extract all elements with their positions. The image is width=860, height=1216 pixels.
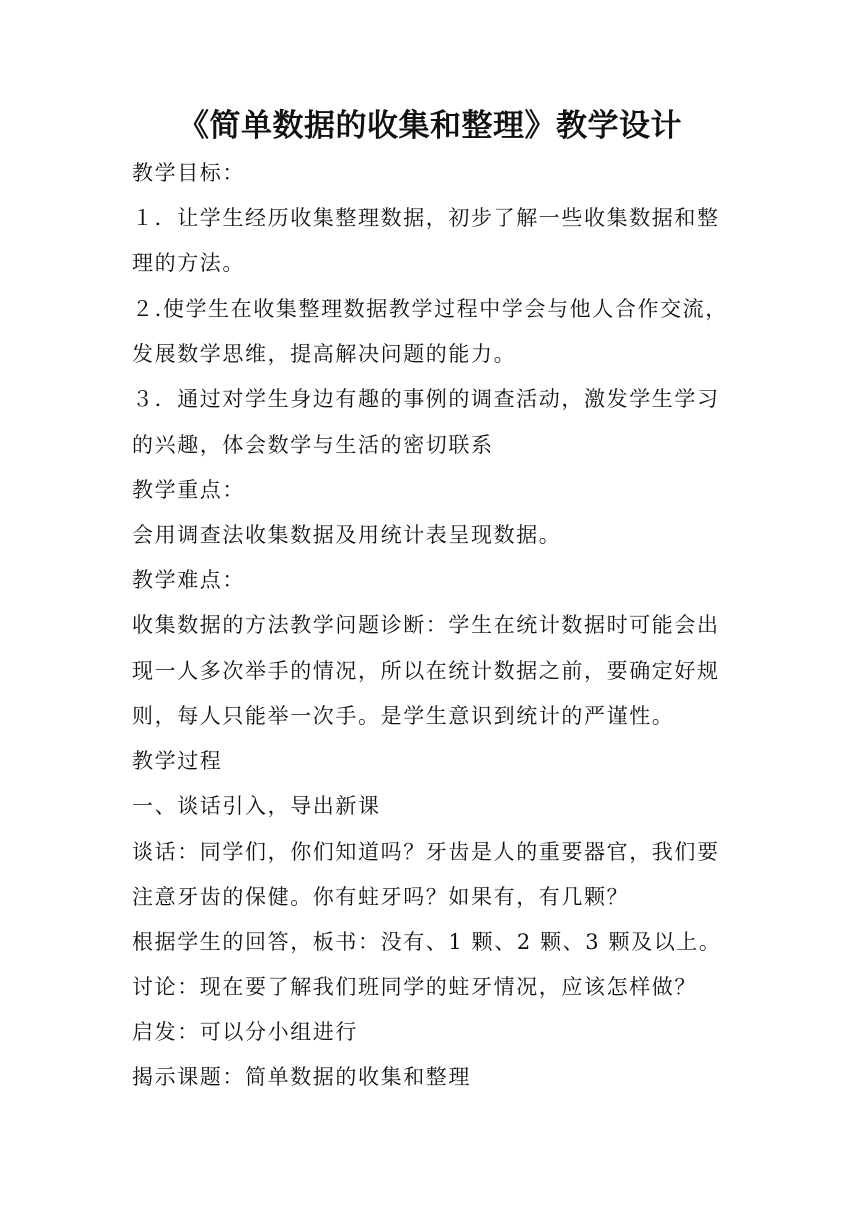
- section-heading-difficulties: 教学难点：: [132, 568, 245, 592]
- paragraph-line: 揭示课题：简单数据的收集和整理: [132, 1065, 471, 1089]
- section-heading-objectives: 教学目标：: [132, 161, 245, 185]
- paragraph-line: 现一人多次举手的情况，所以在统计数据之前，要确定好规: [132, 659, 720, 683]
- paragraph-line: 发展数学思维，提高解决问题的能力。: [132, 342, 517, 366]
- paragraph-line: 根据学生的回答，板书：没有、1 颗、2 颗、3 颗及以上。: [132, 930, 722, 954]
- section-heading-process: 教学过程: [132, 749, 223, 773]
- paragraph-line: 讨论：现在要了解我们班同学的蛀牙情况，应该怎样做？: [132, 975, 697, 999]
- paragraph-line: 理的方法。: [132, 251, 245, 275]
- section-heading-key-points: 教学重点：: [132, 478, 245, 502]
- paragraph-line: 会用调查法收集数据及用统计表呈现数据。: [132, 523, 562, 547]
- paragraph-line: ２.使学生在收集整理数据教学过程中学会与他人合作交流，: [132, 297, 728, 321]
- section-heading-intro: 一、谈话引入，导出新课: [132, 794, 381, 818]
- paragraph-line: 启发：可以分小组进行: [132, 1020, 358, 1044]
- paragraph-line: 则，每人只能举一次手。是学生意识到统计的严谨性。: [132, 704, 675, 728]
- document-title: 《简单数据的收集和整理》教学设计: [178, 108, 682, 144]
- paragraph-line: 收集数据的方法教学问题诊断：学生在统计数据时可能会出: [132, 613, 720, 637]
- paragraph-line: 的兴趣，体会数学与生活的密切联系: [132, 433, 494, 457]
- paragraph-line: 谈话：同学们，你们知道吗？牙齿是人的重要器官，我们要: [132, 840, 720, 864]
- paragraph-line: １．让学生经历收集整理数据，初步了解一些收集数据和整: [132, 206, 720, 230]
- paragraph-line: ３．通过对学生身边有趣的事例的调查活动，激发学生学习: [132, 387, 720, 411]
- paragraph-line: 注意牙齿的保健。你有蛀牙吗？如果有，有几颗？: [132, 885, 630, 909]
